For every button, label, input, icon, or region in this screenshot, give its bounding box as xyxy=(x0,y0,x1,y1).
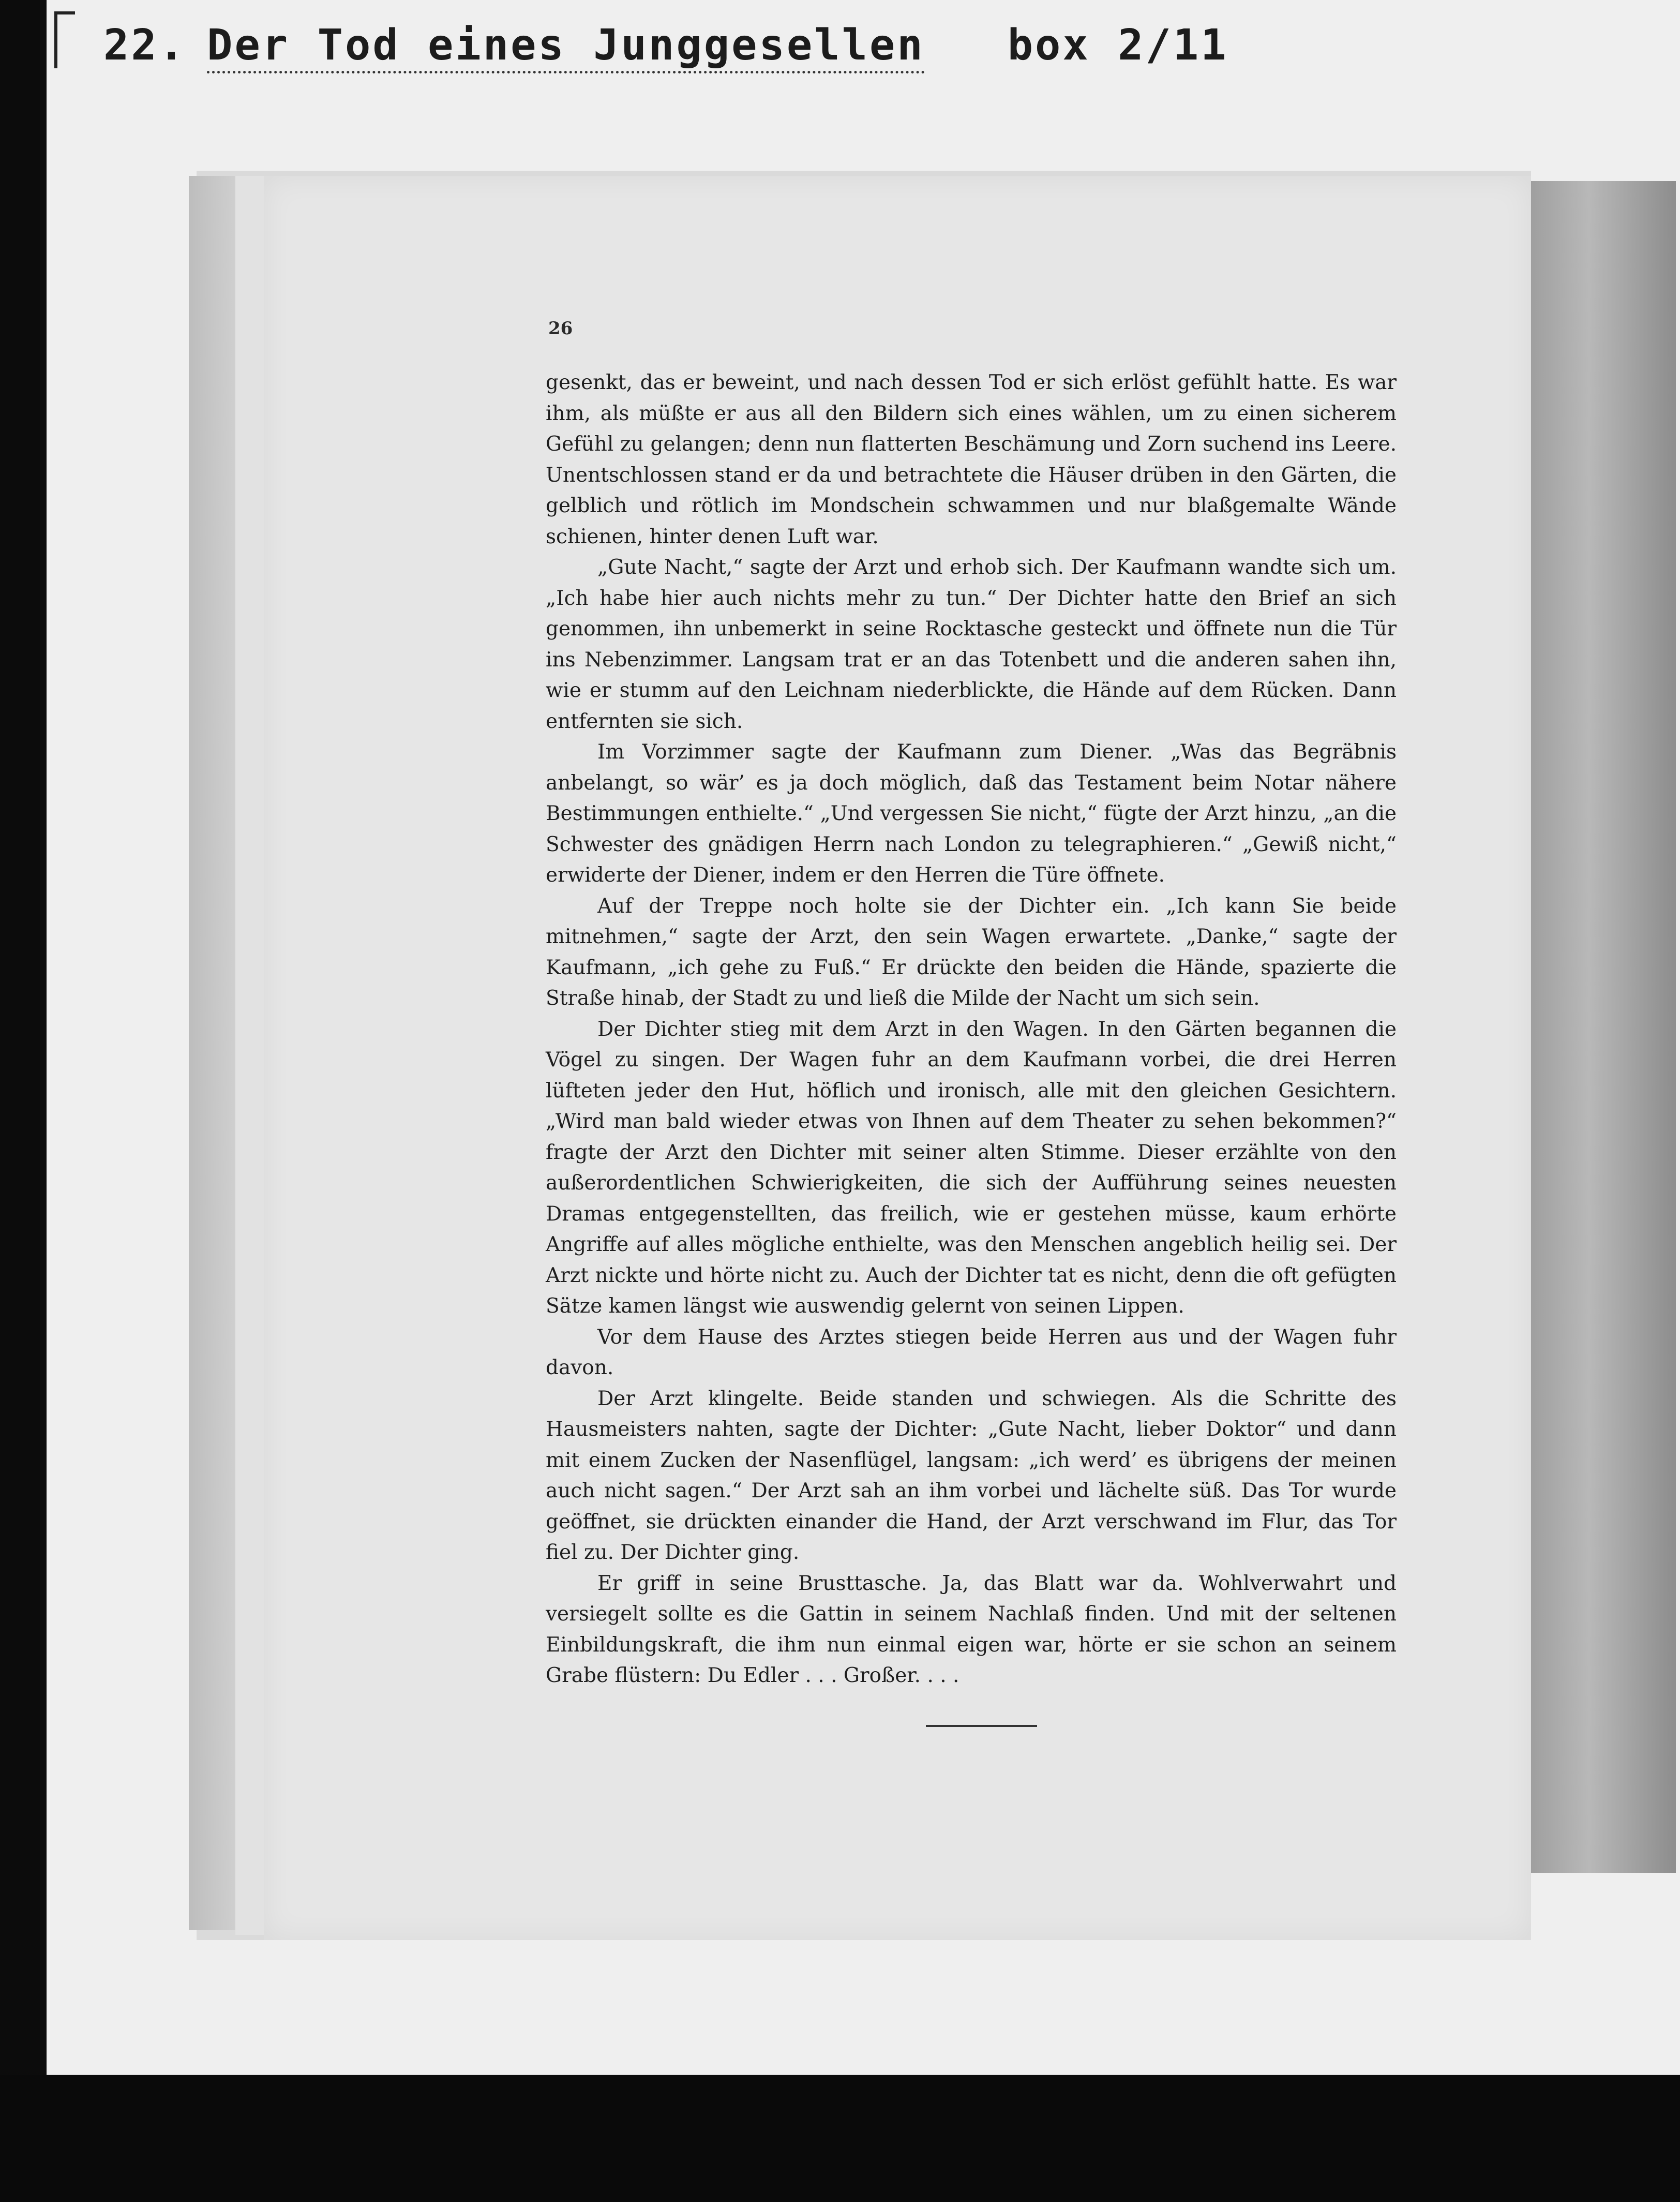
paragraph: Er griff in seine Brusttasche. Ja, das Blatt war da. Wohlverwahrt und versiegelt sollte es die Gattin in seinem Nachlaß finden. Und mit der seltenen Einbildungskraft, die ihm nun einmal eigen war, hörte er sie schon an seinem Grabe flüstern: Du Edler . . . Großer. . . . xyxy=(546,1571,1397,1687)
paragraph: Vor dem Hause des Arztes stiegen beide Herren aus und der Wagen fuhr davon. xyxy=(546,1325,1397,1379)
paragraph: Auf der Treppe noch holte sie der Dichter ein. „Ich kann Sie beide mitnehmen,“ sagte der Arzt, den sein Wagen erwartete. „Danke,“ sagte der Kaufmann, „ich gehe zu Fuß.“ Er drückte den beiden die Hände, spazierte die Straße hinab, der Stadt zu und ließ die Milde der Nacht um sich sein. xyxy=(546,894,1397,1010)
card-header xyxy=(103,21,1228,70)
end-rule xyxy=(926,1725,1037,1727)
entry-number: 22. xyxy=(103,21,187,70)
paragraph: Der Dichter stieg mit dem Arzt in den Wagen. In den Gärten begannen die Vögel zu singen. Der Wagen fuhr an dem Kaufmann vorbei, die drei Herren lüfteten jeder den Hut, höflich und ironisch, alle mit den gleichen Gesichtern. „Wird man bald wieder etwas von Ihnen auf dem Theater zu sehen bekommen?“ fragte der Arzt den Dichter mit seiner alten Stimme. Dieser erzählte von den außerordentlichen Schwierigkeiten, die sich der Aufführung seines neuesten Dramas entgegenstellten, das freilich, wie er gestehen müsse, kaum erhörte Angriffe auf alles mögliche enthielte, was den Menschen angeblich heilig sei. Der Arzt nickte und hörte nicht zu. Auch der Dichter tat es nicht, denn die oft gefügten Sätze kamen längst wie auswendig gelernt von seinen Lippen. xyxy=(546,1017,1397,1318)
page-edge-strip-inner xyxy=(235,176,264,1935)
page-edge-strip xyxy=(189,176,235,1930)
paragraph: „Gute Nacht,“ sagte der Arzt und erhob sich. Der Kaufmann wandte sich um. „Ich habe hier auch nichts mehr zu tun.“ Der Dichter hatte den Brief an sich genommen, ihn unbemerkt in seine Rocktasche gesteckt und öffnete nun die Tür ins Nebenzimmer. Langsam trat er an das Totenbett und die anderen sahen ihn, wie er stumm auf den Leichnam niederblickte, die Hände auf dem Rücken. Dann entfernten sie sich. xyxy=(546,556,1397,733)
binding-shadow xyxy=(1531,181,1676,1873)
box-label: box 2/11 xyxy=(1007,21,1228,70)
film-bottom-edge xyxy=(0,2075,1680,2202)
page-text xyxy=(546,367,1397,1691)
paragraph: Der Arzt klingelte. Beide standen und schwiegen. Als die Schritte des Hausmeisters nahten, sagte der Dichter: „Gute Nacht, lieber Doktor“ und dann mit einem Zucken der Nasenflügel, langsam: „ich werd’ es übrigens der meinen auch nicht sagen.“ Der Arzt sah an ihm vorbei und lächelte süß. Das Tor wurde geöffnet, sie drückten einander die Hand, der Arzt verschwand im Flur, das Tor fiel zu. Der Dichter ging. xyxy=(546,1387,1397,1564)
entry-title: Der Tod eines Junggesellen xyxy=(207,21,925,73)
corner-mark-horizontal xyxy=(54,11,75,14)
corner-mark-vertical xyxy=(54,11,57,68)
paragraph: gesenkt, das er beweint, und nach dessen Tod er sich erlöst gefühlt hatte. Es war ihm, als müßte er aus all den Bildern sich eines wählen, um zu einen sicherem Gefühl zu gelangen; denn nun flatterten Beschämung und Zorn suchend ins Leere. Unentschlossen stand er da und betrachtete die Häuser drüben in den Gärten, die gelblich und rötlich im Mondschein schwammen und nur blaßgemalte Wände schienen, hinter denen Luft war. xyxy=(546,371,1397,548)
paragraph: Im Vorzimmer sagte der Kaufmann zum Diener. „Was das Begräbnis anbelangt, so wär’ es ja doch möglich, daß das Testament beim Notar nähere Bestimmungen enthielte.“ „Und vergessen Sie nicht,“ fügte der Arzt hinzu, „an die Schwester des gnädigen Herrn nach London zu telegraphieren.“ „Gewiß nicht,“ erwiderte der Diener, indem er den Herren die Türe öffnete. xyxy=(546,740,1397,887)
page-number: 26 xyxy=(548,318,573,339)
